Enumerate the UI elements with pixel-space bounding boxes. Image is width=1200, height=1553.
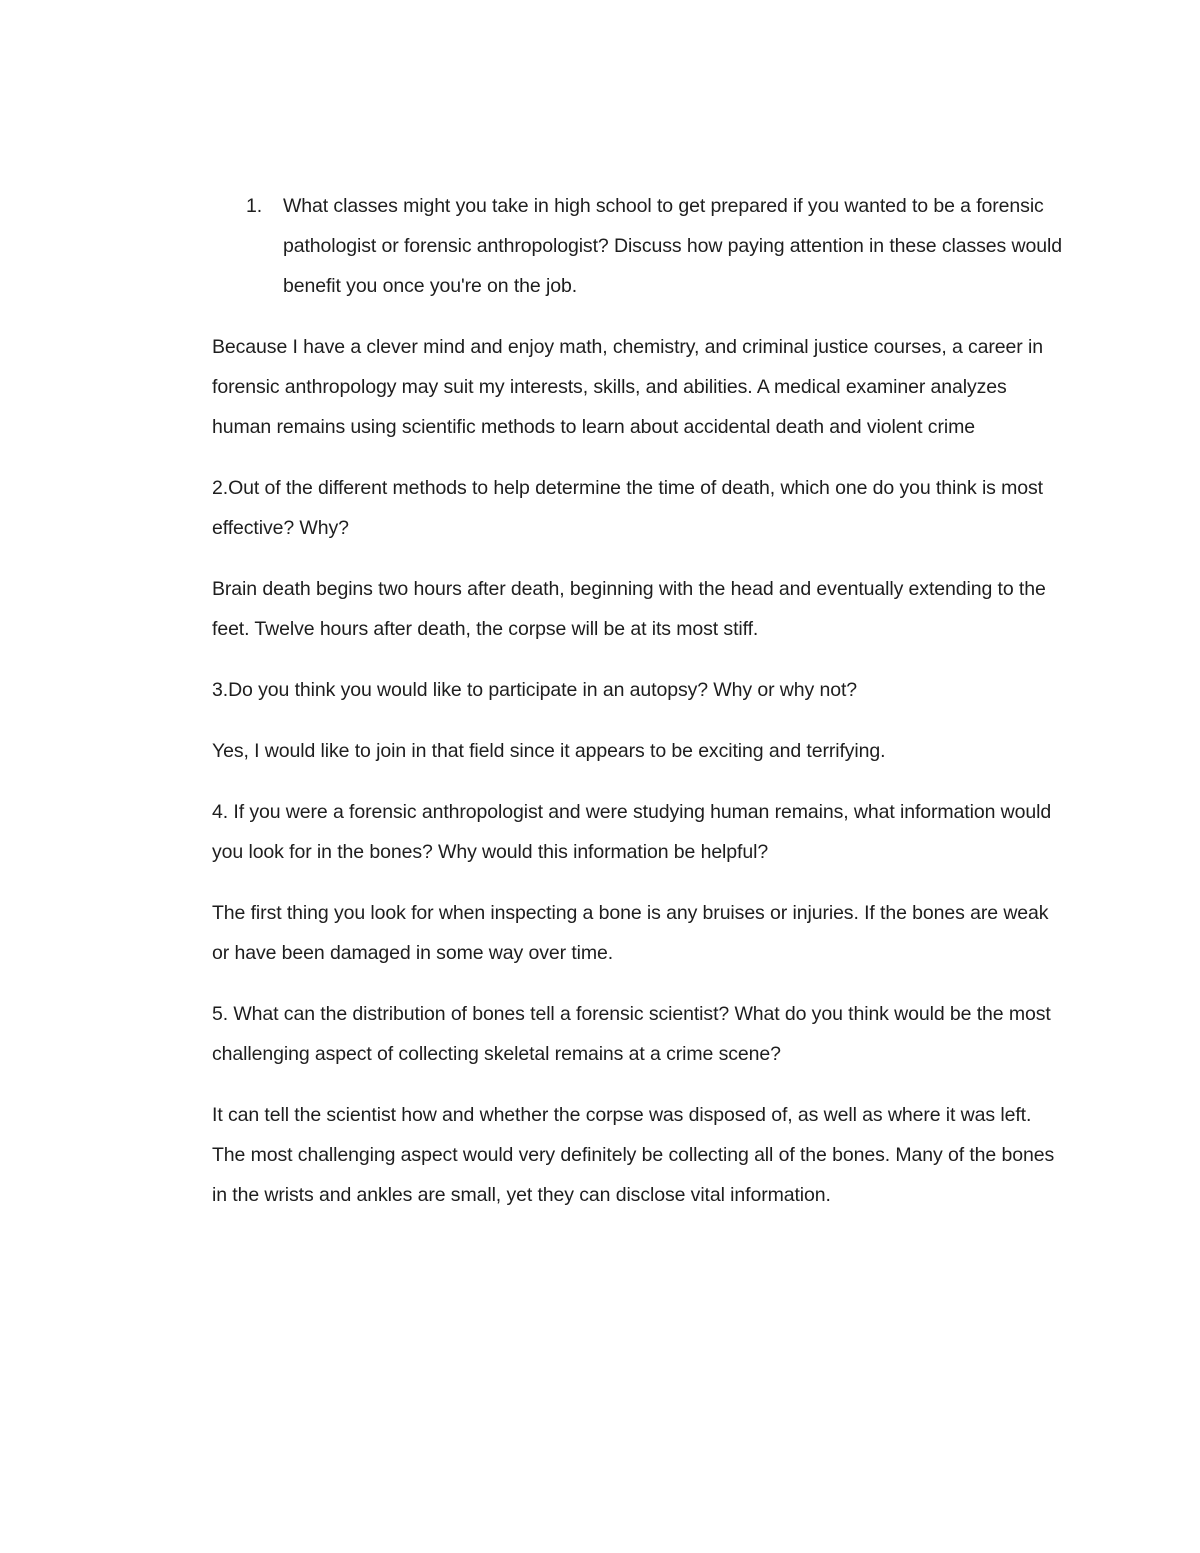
answer-3: Yes, I would like to join in that field since it appears to be exciting and terrifying. — [212, 740, 886, 762]
answer-1: Because I have a clever mind and enjoy math, chemistry, and criminal justice courses, a career in forensic anthropology may suit my interests, skills, and abilities. A medical examiner analyzes human remains using scientific methods to learn about accidental death and violent crime — [212, 336, 1043, 438]
question-3: 3.Do you think you would like to participate in an autopsy? Why or why not? — [212, 679, 858, 701]
question-1-text: What classes might you take in high school to get prepared if you wanted to be a forensic pathologist or forensic anthropologist? Discuss how paying attention in these classes would benefit you once you're on the job. — [283, 195, 1062, 297]
question-1 — [212, 186, 1062, 306]
answer-4: The first thing you look for when inspecting a bone is any bruises or injuries. If the bones are weak or have been damaged in some way over time. — [212, 902, 1049, 964]
question-1-number: 1. — [246, 195, 263, 217]
question-5: 5. What can the distribution of bones tell a forensic scientist? What do you think would be the most challenging aspect of collecting skeletal remains at a crime scene? — [212, 1003, 1051, 1065]
question-2: 2.Out of the different methods to help determine the time of death, which one do you think is most effective? Why? — [212, 477, 1043, 539]
answer-5: It can tell the scientist how and whether the corpse was disposed of, as well as where it was left. The most challenging aspect would very definitely be collecting all of the bones. Many of the bones in the wrists and ankles are small, yet they can disclose vital information. — [212, 1104, 1055, 1206]
question-4: 4. If you were a forensic anthropologist and were studying human remains, what information would you look for in the bones? Why would this information be helpful? — [212, 801, 1052, 863]
document-body — [212, 186, 1062, 1236]
answer-2: Brain death begins two hours after death, beginning with the head and eventually extending to the feet. Twelve hours after death, the corpse will be at its most stiff. — [212, 578, 1046, 640]
